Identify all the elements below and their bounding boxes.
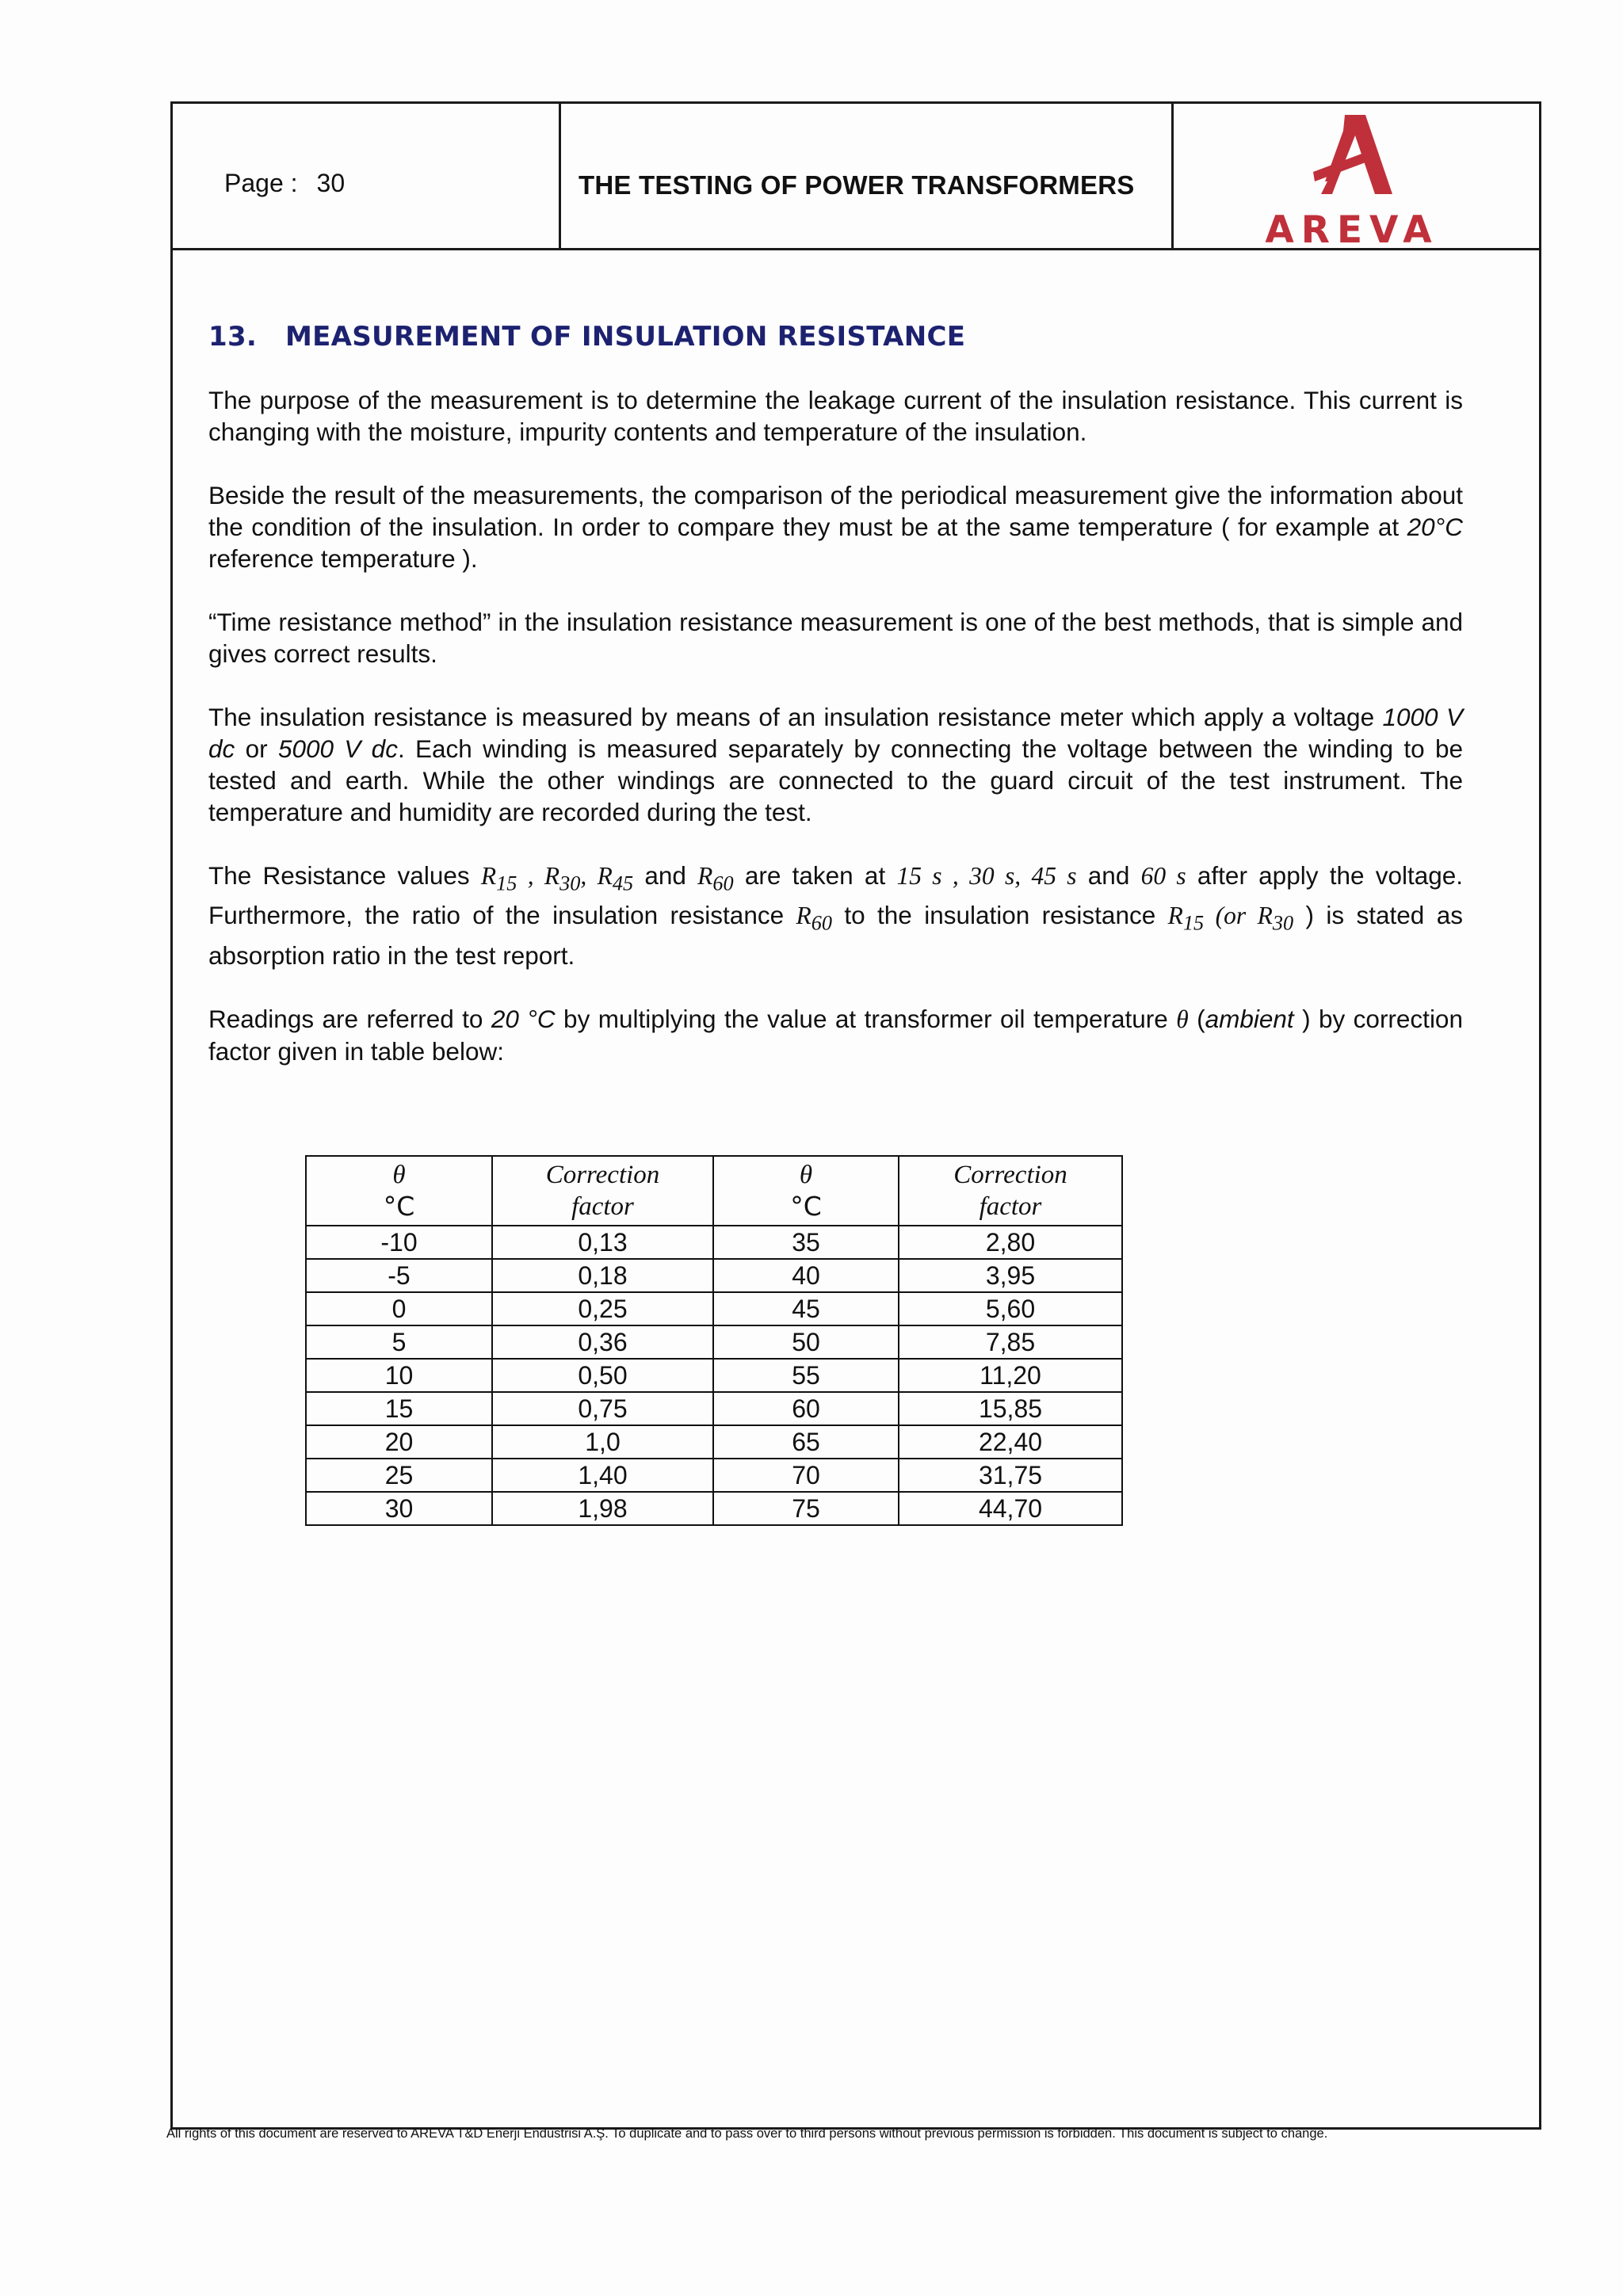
text-run: ) xyxy=(1293,901,1314,930)
header-text: factor xyxy=(571,1192,634,1221)
text-run: reference temperature ). xyxy=(208,544,478,573)
table-cell: 0,25 xyxy=(492,1292,713,1325)
table-cell: 5 xyxy=(306,1325,492,1359)
header-correction-2 xyxy=(899,1156,1122,1226)
r15-or-r30-symbol xyxy=(1167,902,1294,935)
table-cell: 15,85 xyxy=(899,1392,1122,1425)
subscript: 45 xyxy=(612,871,634,895)
reference-temperature: 20 °C xyxy=(491,1004,556,1033)
text-run: to the insulation resistance xyxy=(832,901,1168,930)
text-run: Readings are referred to xyxy=(208,1004,491,1033)
text-run: ( xyxy=(1188,1004,1205,1033)
symbol: R xyxy=(597,862,613,890)
theta-symbol: θ xyxy=(1176,1005,1189,1033)
areva-logo xyxy=(1245,115,1459,252)
header-theta-1 xyxy=(306,1156,492,1226)
table-cell: 25 xyxy=(306,1459,492,1492)
table-row xyxy=(306,1425,1122,1459)
table-cell: 0,75 xyxy=(492,1392,713,1425)
r45-symbol xyxy=(597,862,634,895)
copyright-footer: All rights of this document are reserved to AREVA T&D Enerji Endüstrisi A.Ş. To duplicate and to pass over to third persons without previous permission is forbidden. This document is subject to change. xyxy=(166,2126,1328,2141)
time-60s: 60 s xyxy=(1140,862,1186,890)
paragraph-meter xyxy=(208,701,1463,828)
symbol: R xyxy=(796,902,812,930)
text-run: or xyxy=(235,734,278,763)
text-run: are taken at xyxy=(733,861,897,890)
logo-cell xyxy=(1174,104,1539,252)
table-cell: -10 xyxy=(306,1226,492,1259)
voltage-1000: 1000 V dc xyxy=(208,703,1463,763)
correction-factor-table xyxy=(305,1155,1123,1526)
table-cell: 65 xyxy=(713,1425,899,1459)
paragraph-comparison xyxy=(208,479,1463,574)
table-cell: 60 xyxy=(713,1392,899,1425)
text-run: The Resistance values xyxy=(208,861,481,890)
header-text: Correction xyxy=(545,1161,660,1189)
table-cell: 70 xyxy=(713,1459,899,1492)
table-row xyxy=(306,1459,1122,1492)
table-row xyxy=(306,1226,1122,1259)
table-cell: 55 xyxy=(713,1359,899,1392)
header-text: Correction xyxy=(953,1161,1067,1189)
section-number: 13. xyxy=(208,321,258,353)
table-cell: 31,75 xyxy=(899,1459,1122,1492)
section-heading xyxy=(208,321,1463,353)
table-header-row xyxy=(306,1156,1122,1226)
text-run: . Each winding is measured separately by connecting the voltage between the winding to be tested and earth. While the other windings are connected to the guard circuit of the test instrument. The temperature and humidity are recorded during the test. xyxy=(208,734,1463,826)
subscript: 30 xyxy=(559,871,581,895)
text-run: ) by correction factor given in table below: xyxy=(208,1004,1463,1066)
table-cell: 11,20 xyxy=(899,1359,1122,1392)
page-number-cell xyxy=(173,104,561,248)
section-title: MEASUREMENT OF INSULATION RESISTANCE xyxy=(285,321,966,353)
r30-symbol xyxy=(544,862,581,895)
header-theta-2 xyxy=(713,1156,899,1226)
text-run: and xyxy=(1076,861,1141,890)
degree-unit: °C xyxy=(790,1190,822,1222)
document-title-cell xyxy=(561,104,1174,248)
theta-symbol: θ xyxy=(392,1160,406,1189)
table-cell: 75 xyxy=(713,1492,899,1525)
symbol: R xyxy=(480,862,497,890)
table-cell: 50 xyxy=(713,1325,899,1359)
table-row xyxy=(306,1392,1122,1425)
ambient-text: ambient xyxy=(1205,1004,1294,1033)
table-cell: 20 xyxy=(306,1425,492,1459)
text-run: Beside the result of the measurements, the comparison of the periodical measurement give the information about the condition of the insulation. In order to compare they must be at the same temperature ( for example at xyxy=(208,481,1463,541)
page-label: Page : xyxy=(224,169,298,197)
table-cell: 2,80 xyxy=(899,1226,1122,1259)
logo-wordmark: AREVA xyxy=(1265,208,1439,252)
degree-unit: °C xyxy=(383,1190,415,1222)
voltage-5000: 5000 V dc xyxy=(277,734,398,763)
table-cell: 45 xyxy=(713,1292,899,1325)
table-cell: 35 xyxy=(713,1226,899,1259)
document-title: THE TESTING OF POWER TRANSFORMERS xyxy=(579,170,1135,200)
subscript: 60 xyxy=(712,871,734,895)
table-cell: 1,98 xyxy=(492,1492,713,1525)
symbol: R xyxy=(544,862,560,890)
areva-a-mark-icon xyxy=(1245,115,1459,210)
symbol: (or R xyxy=(1204,902,1273,930)
page-number: 30 xyxy=(316,169,346,197)
symbol: R xyxy=(1167,902,1183,930)
symbol: R xyxy=(697,862,713,890)
time-values: 15 s , 30 s, 45 s xyxy=(896,862,1077,890)
paragraph-readings xyxy=(208,1003,1463,1067)
table-cell: -5 xyxy=(306,1259,492,1292)
table-cell: 5,60 xyxy=(899,1292,1122,1325)
subscript: 15 xyxy=(496,871,517,895)
r60-symbol xyxy=(796,902,833,935)
paragraph-resistance-values xyxy=(208,860,1463,971)
table-cell: 30 xyxy=(306,1492,492,1525)
table-cell: 1,0 xyxy=(492,1425,713,1459)
paragraph-purpose: The purpose of the measurement is to determine the leakage current of the insulation resistance. This current is changing with the moisture, impurity contents and temperature of the insulation. xyxy=(208,386,1463,446)
document-header xyxy=(173,104,1539,250)
paragraph-method: “Time resistance method” in the insulation resistance measurement is one of the best methods, that is simple and gives correct results. xyxy=(208,608,1463,668)
r15-symbol xyxy=(480,862,517,895)
document-body xyxy=(208,321,1463,1099)
table-cell: 3,95 xyxy=(899,1259,1122,1292)
table-cell: 0,36 xyxy=(492,1325,713,1359)
separator: , xyxy=(580,862,598,890)
separator: , xyxy=(517,862,544,890)
table-cell: 22,40 xyxy=(899,1425,1122,1459)
page-indicator xyxy=(224,169,364,198)
table-body xyxy=(306,1226,1122,1525)
subscript: 30 xyxy=(1272,911,1294,935)
table-cell: 0,18 xyxy=(492,1259,713,1292)
table-cell: 7,85 xyxy=(899,1325,1122,1359)
text-run: is stated as absorption ratio in the test report. xyxy=(208,901,1463,970)
table-row xyxy=(306,1259,1122,1292)
header-text: factor xyxy=(979,1192,1042,1221)
text-run: by multiplying the value at transformer oil temperature xyxy=(555,1004,1177,1033)
table-cell: 15 xyxy=(306,1392,492,1425)
subscript: 60 xyxy=(811,911,832,935)
table-row xyxy=(306,1359,1122,1392)
table-cell: 1,40 xyxy=(492,1459,713,1492)
table-cell: 40 xyxy=(713,1259,899,1292)
table-cell: 0,50 xyxy=(492,1359,713,1392)
table-row xyxy=(306,1325,1122,1359)
table-cell: 44,70 xyxy=(899,1492,1122,1525)
table-row xyxy=(306,1292,1122,1325)
table-cell: 10 xyxy=(306,1359,492,1392)
header-correction-1 xyxy=(492,1156,713,1226)
table-row xyxy=(306,1492,1122,1525)
subscript: 15 xyxy=(1182,911,1205,935)
text-run: and xyxy=(633,861,698,890)
r60-symbol xyxy=(697,862,734,895)
table-cell: 0,13 xyxy=(492,1226,713,1259)
text-run: The insulation resistance is measured by means of an insulation resistance meter which apply a voltage xyxy=(208,703,1383,731)
text-run: after apply the voltage. Furthermore, the ratio of the insulation resistance xyxy=(208,861,1464,930)
reference-temperature: 20°C xyxy=(1407,513,1463,541)
table-cell: 0 xyxy=(306,1292,492,1325)
theta-symbol: θ xyxy=(799,1160,813,1189)
